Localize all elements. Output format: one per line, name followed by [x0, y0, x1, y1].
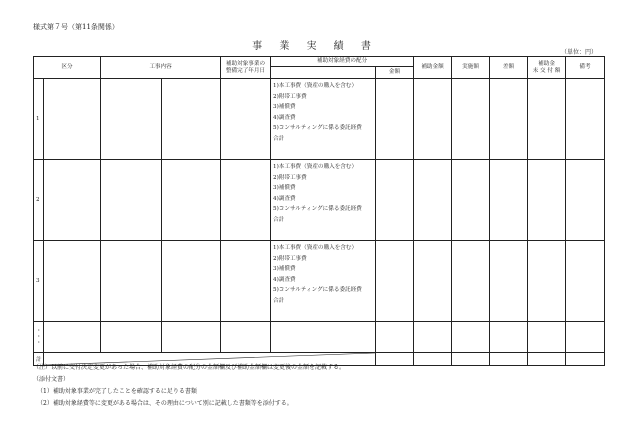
expense-item: 3)補償費	[273, 266, 296, 273]
difference-cell	[490, 79, 528, 160]
subsidy-amount-cell	[414, 241, 452, 322]
work-content-cell	[101, 79, 221, 160]
difference-cell	[490, 322, 528, 353]
subsidy-return-cell	[528, 322, 566, 353]
actual-amount-cell	[452, 160, 490, 241]
actual-amount-cell	[452, 79, 490, 160]
completion-date-cell	[221, 160, 271, 241]
actual-amount-cell	[452, 241, 490, 322]
expense-item: 4)調査費	[273, 276, 296, 283]
row-number: 1	[34, 79, 44, 160]
expense-item: 2)附帯工事費	[273, 93, 307, 100]
expense-items-list	[271, 79, 376, 160]
subsidy-amount-total-cell	[414, 353, 452, 366]
expense-item: 合計	[273, 297, 285, 304]
expense-item: 4)調査費	[273, 195, 296, 202]
header-work-content: 工事内容	[101, 57, 221, 79]
expense-items-list	[271, 241, 376, 322]
header-completion-date: 補助対象事業の 整備完了年月日	[221, 57, 271, 79]
document-title: 事 業 実 績 書	[252, 41, 378, 52]
expense-item: 1)本工事費（資産の購入を含む）	[273, 164, 358, 170]
expense-item: 2)附帯工事費	[273, 255, 307, 262]
header-amount: 金額	[376, 67, 414, 79]
actual-amount-cell	[452, 322, 490, 353]
total-label: 計	[34, 353, 44, 366]
row-number: 2	[34, 160, 44, 241]
header-subsidy-amount: 補助金額	[414, 57, 452, 79]
attachment-1: （1）補助対象事業が完了したことを確認するに足りる書類	[37, 388, 197, 395]
completion-date-cell	[221, 79, 271, 160]
remarks-cell	[566, 160, 605, 241]
amount-cell	[376, 160, 414, 241]
expense-item: 5)コンサルティングに係る委託経費	[273, 125, 362, 132]
notes-section	[33, 362, 345, 410]
header-expense-allocation: 補助対象経費の配分	[271, 57, 414, 67]
expense-item: 5)コンサルティングに係る委託経費	[273, 206, 362, 213]
table-row	[34, 79, 605, 160]
expense-items-cell	[271, 322, 376, 353]
form-number-label: 様式第７号（第11条関係）	[33, 23, 119, 31]
subsidy-amount-cell	[414, 79, 452, 160]
performance-table	[33, 56, 605, 366]
subsidy-return-cell	[528, 160, 566, 241]
note-1: （注）以前に交付決定変更があった場合、補助対象経費の配分の金額欄及び補助金額欄は変更後の金額を記載する。	[33, 364, 345, 371]
actual-amount-total-cell	[452, 353, 490, 366]
difference-total-cell	[490, 353, 528, 366]
subsidy-return-cell	[528, 241, 566, 322]
expense-item: 2)附帯工事費	[273, 174, 307, 181]
category-cell	[44, 322, 101, 353]
amount-cell	[376, 79, 414, 160]
completion-date-cell	[221, 322, 271, 353]
subsidy-amount-cell	[414, 322, 452, 353]
category-cell	[44, 160, 101, 241]
header-subsidy-return: 補助金 未 交 付 額	[528, 57, 566, 79]
expense-item: 5)コンサルティングに係る委託経費	[273, 287, 362, 294]
category-cell	[44, 79, 101, 160]
header-category: 区分	[34, 57, 101, 79]
category-cell	[44, 241, 101, 322]
expense-item: 1)本工事費（資産の購入を含む）	[273, 83, 358, 89]
expense-items-list	[271, 160, 376, 241]
continuation-dots: ・ ・ ・	[34, 322, 44, 353]
header-actual-amount: 実施額	[452, 57, 490, 79]
row-number: 3	[34, 241, 44, 322]
remarks-total-cell	[566, 353, 605, 366]
subsidy-return-total-cell	[528, 353, 566, 366]
amount-cell	[376, 322, 414, 353]
remarks-cell	[566, 241, 605, 322]
expense-item: 3)補償費	[273, 104, 296, 111]
remarks-cell	[566, 322, 605, 353]
header-difference: 差額	[490, 57, 528, 79]
subsidy-amount-cell	[414, 160, 452, 241]
difference-cell	[490, 160, 528, 241]
expense-item: 合計	[273, 135, 285, 142]
work-content-cell	[101, 241, 221, 322]
unit-label: （単位：円）	[560, 49, 597, 56]
table-row-more	[34, 322, 605, 353]
header-remarks: 備考	[566, 57, 605, 79]
amount-total-cell	[376, 353, 414, 366]
expense-item: 4)調査費	[273, 114, 296, 121]
expense-item: 合計	[273, 216, 285, 223]
work-content-cell	[101, 322, 221, 353]
table-row	[34, 160, 605, 241]
attachments-title: （添付文書）	[33, 376, 70, 383]
remarks-cell	[566, 79, 605, 160]
difference-cell	[490, 241, 528, 322]
subsidy-return-cell	[528, 79, 566, 160]
expense-item: 1)本工事費（資産の購入を含む）	[273, 245, 358, 251]
expense-item: 3)補償費	[273, 185, 296, 192]
attachment-2: （2）補助対象経費等に変更がある場合は、その理由について別に記載した書類等を添付する。	[37, 400, 293, 407]
completion-date-cell	[221, 241, 271, 322]
table-row	[34, 241, 605, 322]
amount-cell	[376, 241, 414, 322]
work-content-cell	[101, 160, 221, 241]
